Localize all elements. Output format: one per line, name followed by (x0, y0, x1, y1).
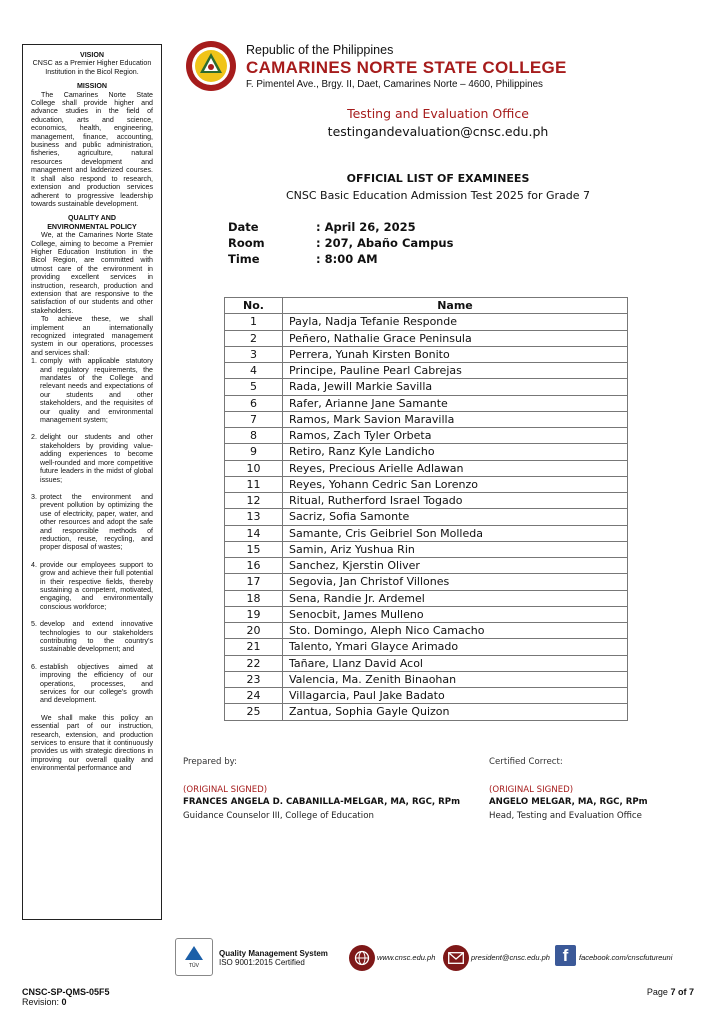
examinee-name: Ramos, Zach Tyler Orbeta (283, 428, 628, 444)
page-label: Page (646, 987, 668, 997)
quality-title-line1: QUALITY AND (67, 214, 117, 223)
president-email-link[interactable]: president@cnsc.edu.ph (471, 953, 550, 962)
policy-list (31, 357, 153, 705)
date-value: : April 26, 2025 (316, 220, 416, 234)
examinee-name: Villagarcia, Paul Jake Badato (283, 688, 628, 704)
table-row (225, 395, 628, 411)
row-number: 17 (225, 574, 283, 590)
prepared-signed: (ORIGINAL SIGNED) (183, 785, 268, 795)
certified-signed: (ORIGINAL SIGNED) (489, 785, 574, 795)
table-row (225, 574, 628, 590)
examinee-name: Sena, Randie Jr. Ardemel (283, 590, 628, 606)
form-code-block (22, 987, 110, 1007)
sidebar-policy-box (22, 44, 162, 920)
row-number: 6 (225, 395, 283, 411)
policy-closing: We shall make this policy an essential part of our instruction, research, extension, and production services to ensure that it continuously provides us with strategic directions in improving our overall quality and environmental performance and (31, 713, 153, 773)
table-row (225, 330, 628, 346)
quality-intro: We, at the Camarines Norte State College, aiming to become a Premier Higher Education Institution in the Bicol Region, are committed with utmost care of the environment in providing excellent services in instruction, research, production and extension that are responsive to the satisfaction of our students and other stakeholders. (31, 231, 153, 315)
table-row (225, 314, 628, 330)
examinee-name: Sacriz, Sofia Samonte (283, 509, 628, 525)
row-number: 25 (225, 704, 283, 720)
certified-position: Head, Testing and Evaluation Office (489, 811, 642, 821)
examinee-name: Principe, Pauline Pearl Cabrejas (283, 363, 628, 379)
row-number: 8 (225, 428, 283, 444)
row-number: 15 (225, 541, 283, 557)
examinee-name: Sanchez, Kjerstin Oliver (283, 558, 628, 574)
time-label: Time (228, 252, 260, 266)
row-number: 7 (225, 411, 283, 427)
table-row (225, 558, 628, 574)
letterhead (246, 43, 567, 90)
facebook-link[interactable]: facebook.com/cnscfutureuni (579, 953, 673, 962)
column-header-no: No. (225, 298, 283, 314)
table-row (225, 671, 628, 687)
row-number: 19 (225, 606, 283, 622)
page-current: 7 (670, 987, 676, 997)
examinees-table (224, 297, 628, 721)
column-header-name: Name (283, 298, 628, 314)
republic-line: Republic of the Philippines (246, 43, 394, 57)
room-value: : 207, Abaño Campus (316, 236, 454, 250)
row-number: 16 (225, 558, 283, 574)
examinee-name: Perrera, Yunah Kirsten Bonito (283, 346, 628, 362)
policy-item-number: 4. (31, 560, 37, 569)
globe-icon (349, 945, 375, 971)
examinee-name: Ramos, Mark Savion Maravilla (283, 411, 628, 427)
examinee-name: Samante, Cris Geibriel Son Molleda (283, 525, 628, 541)
page-total: 7 (688, 987, 694, 997)
mail-icon (443, 945, 469, 971)
policy-item-text: provide our employees support to grow and achieve their full potential in their respective fields, thereby sustaining a competent, motivated, engaging, and environmentally conscious workforce; (40, 560, 153, 611)
examinee-name: Samin, Ariz Yushua Rin (283, 541, 628, 557)
policy-item-number: 1. (31, 357, 37, 366)
examinee-name: Peñero, Nathalie Grace Peninsula (283, 330, 628, 346)
policy-item (31, 620, 153, 654)
examinee-name: Ritual, Rutherford Israel Togado (283, 493, 628, 509)
policy-item-number: 3. (31, 492, 37, 501)
table-row (225, 379, 628, 395)
exam-details (228, 220, 453, 268)
revision-value: 0 (61, 997, 67, 1007)
mission-title: MISSION (77, 82, 107, 91)
row-number: 20 (225, 623, 283, 639)
row-number: 23 (225, 671, 283, 687)
row-number: 12 (225, 493, 283, 509)
table-row (225, 476, 628, 492)
certified-by-block (489, 757, 648, 821)
row-number: 22 (225, 655, 283, 671)
row-number: 18 (225, 590, 283, 606)
row-number: 10 (225, 460, 283, 476)
table-row (225, 655, 628, 671)
table-row (225, 460, 628, 476)
document-subtitle: CNSC Basic Education Admission Test 2025 for Grade 7 (285, 189, 591, 202)
office-email: testingandevaluation@cnsc.edu.ph (327, 124, 549, 139)
table-row (225, 509, 628, 525)
college-name: CAMARINES NORTE STATE COLLEGE (246, 58, 567, 77)
policy-item-text: establish objectives aimed at improving the efficiency of our operations, processes, and services for our college's growth and development. (40, 662, 153, 705)
row-number: 3 (225, 346, 283, 362)
policy-item (31, 433, 153, 483)
policy-item-text: develop and extend innovative technologies to our stakeholders contributing to the country's sustainable development; and (40, 620, 153, 654)
row-number: 2 (225, 330, 283, 346)
vision-text: CNSC as a Premier Higher Education Institution in the Bicol Region. (32, 59, 152, 76)
policy-item-number: 5. (31, 620, 37, 629)
policy-item-number: 6. (31, 662, 37, 671)
examinee-name: Senocbit, James Mulleno (283, 606, 628, 622)
table-row (225, 688, 628, 704)
table-row (225, 493, 628, 509)
table-row (225, 363, 628, 379)
row-number: 9 (225, 444, 283, 460)
prepared-label: Prepared by: (183, 757, 238, 767)
policy-item (31, 561, 153, 611)
date-label: Date (228, 220, 259, 234)
certified-name: ANGELO MELGAR, MA, RGC, RPm (489, 797, 648, 807)
row-number: 1 (225, 314, 283, 330)
qms-text (219, 949, 328, 967)
quality-intro-2: To achieve these, we shall implement an internationally recognized integrated management system in our operations, processes and services shall: (31, 315, 153, 357)
college-address: F. Pimentel Ave., Brgy. II, Daet, Camarines Norte – 4600, Philippines (246, 79, 543, 90)
certified-label: Certified Correct: (489, 757, 563, 767)
policy-item (31, 357, 153, 424)
table-row (225, 606, 628, 622)
policy-item (31, 663, 153, 705)
row-number: 14 (225, 525, 283, 541)
table-row (225, 346, 628, 362)
office-name: Testing and Evaluation Office (347, 106, 529, 121)
website-link[interactable]: www.cnsc.edu.ph (377, 953, 436, 962)
examinee-name: Rafer, Arianne Jane Samante (283, 395, 628, 411)
examinee-name: Tañare, Llanz David Acol (283, 655, 628, 671)
table-row (225, 444, 628, 460)
table-row (225, 623, 628, 639)
mission-text: The Camarines Norte State College shall provide higher and advance studies in the field of education, arts and science, economics, health, engineering, management, finance, accounting, business and public administration, fisheries, agriculture, natural resources development and management and ladderized courses. It shall also respond to research, extension and production services adherent to progressive leadership towards sustainable development. (31, 90, 153, 208)
table-row (225, 590, 628, 606)
policy-item-number: 2. (31, 433, 37, 442)
row-number: 4 (225, 363, 283, 379)
table-header-row (225, 298, 628, 314)
row-number: 5 (225, 379, 283, 395)
prepared-position: Guidance Counselor III, College of Education (183, 811, 374, 821)
examinee-name: Zantua, Sophia Gayle Quizon (283, 704, 628, 720)
time-value: : 8:00 AM (316, 252, 378, 266)
page-of: of (677, 987, 687, 997)
tuv-certification-icon: TÜV (175, 938, 213, 976)
page-number (647, 987, 694, 997)
table-row (225, 525, 628, 541)
vision-title: VISION (79, 51, 105, 59)
room-label: Room (228, 236, 265, 250)
row-number: 13 (225, 509, 283, 525)
row-number: 11 (225, 476, 283, 492)
examinee-name: Sto. Domingo, Aleph Nico Camacho (283, 623, 628, 639)
college-seal-icon (185, 40, 237, 92)
document-title: OFFICIAL LIST OF EXAMINEES (346, 172, 530, 185)
table-row (225, 541, 628, 557)
policy-item-text: protect the environment and prevent pollution by optimizing the use of electricity, paper, water, and other resources and adopt the safe and responsible methods of reduction, reuse, recycling, and proper disposal of wastes; (40, 492, 153, 552)
examinee-name: Talento, Ymari Glayce Arimado (283, 639, 628, 655)
table-row (225, 639, 628, 655)
table-row (225, 704, 628, 720)
examinee-name: Segovia, Jan Christof Villones (283, 574, 628, 590)
examinee-name: Payla, Nadja Tefanie Responde (283, 314, 628, 330)
examinee-name: Retiro, Ranz Kyle Landicho (283, 444, 628, 460)
prepared-by-block (183, 757, 460, 821)
examinee-name: Reyes, Precious Arielle Adlawan (283, 460, 628, 476)
examinee-name: Valencia, Ma. Zenith Binaohan (283, 671, 628, 687)
qms-subtitle: ISO 9001:2015 Certified (219, 958, 305, 967)
prepared-name: FRANCES ANGELA D. CABANILLA-MELGAR, MA, RGC, RPm (183, 797, 461, 807)
form-code: CNSC-SP-QMS-05F5 (22, 987, 110, 997)
table-row (225, 411, 628, 427)
policy-item-text: delight our students and other stakeholders by providing value-adding experiences to become well-rounded and more competitive future leaders in the midst of global issues; (40, 433, 153, 484)
document-title-block (248, 172, 628, 202)
revision-label: Revision: (22, 997, 60, 1007)
examinee-name: Rada, Jewill Markie Savilla (283, 379, 628, 395)
policy-item (31, 493, 153, 552)
examinee-name: Reyes, Yohann Cedric San Lorenzo (283, 476, 628, 492)
facebook-icon: f (555, 945, 576, 966)
row-number: 24 (225, 688, 283, 704)
office-block (248, 106, 628, 139)
quality-title-line2: ENVIRONMENTAL POLICY (47, 222, 137, 231)
row-number: 21 (225, 639, 283, 655)
policy-item-text: comply with applicable statutory and regulatory requirements, the mandates of the College and relevant needs and expectations of our students and other stakeholders, and the requisites of our quality and environmental management system; (40, 357, 153, 425)
qms-title: Quality Management System (219, 949, 328, 958)
table-row (225, 428, 628, 444)
